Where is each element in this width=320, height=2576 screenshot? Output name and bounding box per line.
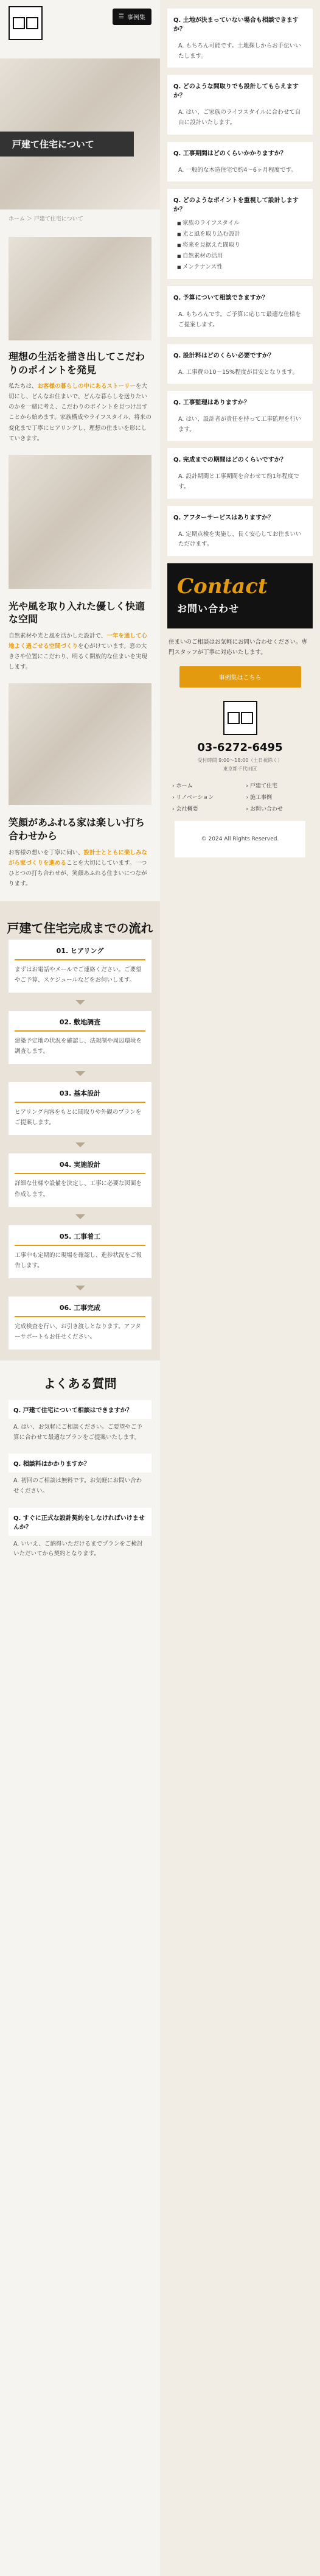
faq-question[interactable] [9, 1508, 151, 1536]
faq-question[interactable] [173, 292, 307, 306]
section-2 [0, 600, 160, 673]
faq-question-text: Q. 相談料はかかりますか？ [13, 1461, 90, 1468]
faq-item[interactable] [9, 1400, 151, 1443]
point-list [173, 218, 307, 273]
section-1 [0, 350, 160, 444]
faq-question-text: Q. 土地が決まっていない場合も相談できますか？ [173, 17, 299, 33]
flow-step-text: 完成検査を行い、お引き渡しとなります。アフターサポートもお任せください。 [15, 1323, 141, 1340]
faq-list-left [0, 1400, 160, 1560]
footer-nav-link[interactable]: › 施工事例 [246, 793, 308, 801]
faq-list-right-a [160, 9, 320, 181]
footer [160, 688, 320, 857]
flow-section [0, 901, 160, 1360]
footer-banner[interactable] [175, 821, 305, 857]
menu-icon: ☰ [119, 13, 124, 20]
company-logo[interactable] [9, 6, 43, 40]
faq-answer: A. 定期点検を実施し、長く安心してお住まいいただけます。 [178, 530, 302, 548]
footer-hours: 受付時間 9:00〜18:00（土日祝除く） [197, 758, 283, 764]
feature-image-3 [9, 683, 151, 805]
faq-item[interactable] [167, 142, 313, 182]
faq-answer: A. 工事費の10〜15%程度が目安となります。 [178, 368, 298, 376]
faq-answer: A. はい、お気軽にご相談ください。ご要望やご予算に合わせて最適なプランをご提案いたします。 [13, 1424, 142, 1441]
faq-answer: A. はい、設計者が責任を持って工事監理を行います。 [178, 416, 302, 433]
point-list-item: ■ 自然素材の活用 [177, 251, 307, 262]
faq-question[interactable] [173, 512, 307, 526]
flow-step-title: 03. 基本設計 [15, 1088, 145, 1103]
faq-question-text: Q. 設計料はどのくらい必要ですか？ [173, 352, 274, 359]
flow-step [9, 1011, 151, 1064]
faq-title: よくある質問 [43, 1376, 117, 1391]
footer-nav-link[interactable]: › 戸建て住宅 [246, 781, 308, 789]
faq-answer: A. 初回のご相談は無料です。お気軽にお問い合わせください。 [13, 1477, 142, 1494]
step-arrow-icon [75, 1000, 85, 1005]
faq-question-text: Q. アフターサービスはありますか？ [173, 514, 274, 521]
point-list-item: ■ 家族のライフスタイル [177, 218, 307, 229]
faq-question-text: Q. 工事監理はありますか？ [173, 399, 250, 407]
faq-item[interactable] [9, 1508, 151, 1560]
flow-step [9, 940, 151, 993]
faq-answer: A. 設計期間と工事期間を合わせて約1年程度です。 [178, 473, 299, 491]
menu-label: 事例集 [127, 15, 145, 21]
header [0, 0, 160, 58]
section-2-title: 光や風を取り入れた優しく快適な空間 [9, 600, 145, 625]
faq-question-text: Q. 完成までの期間はどのくらいですか？ [173, 457, 287, 464]
faq-question[interactable] [9, 1400, 151, 1419]
contact-heading-jp: お問い合わせ [177, 602, 240, 614]
flow-step [9, 1082, 151, 1135]
footer-nav-link[interactable]: › リノベーション [172, 793, 234, 801]
flow-step [9, 1153, 151, 1206]
faq-answer: A. 一般的な木造住宅で約4〜6ヶ月程度です。 [178, 166, 297, 174]
contact-heading-en: Contact [177, 574, 268, 599]
section-2-body: 自然素材や光と風を活かした設計で、一年を通して心地よく過ごせる空間づくりを心がけています。窓の大きさや位置にこだわり、明るく開放的な住まいを実現します。 [9, 632, 148, 671]
point-list-item: ■ 光と風を取り込む設計 [177, 229, 307, 240]
faq-item[interactable] [167, 448, 313, 498]
contact-text: 住まいのご相談はお気軽にお問い合わせください。専門スタッフが丁寧に対応いたします。 [169, 638, 308, 656]
flow-step-title: 02. 敷地調査 [15, 1017, 145, 1032]
section-1-title: 理想の生活を描き出してこだわりのポイントを発見 [9, 351, 145, 376]
faq-point-list [167, 189, 313, 279]
faq-question[interactable] [173, 454, 307, 468]
faq-answer: A. はい、ご家族のライフスタイルに合わせて自由に設計いたします。 [178, 109, 301, 126]
flow-step [9, 1297, 151, 1350]
case-study-button[interactable]: 事例集はこちら [179, 666, 301, 688]
faq-item[interactable] [167, 9, 313, 68]
flow-steps [0, 940, 160, 1350]
faq-item[interactable] [167, 344, 313, 384]
footer-nav-link[interactable]: › 会社概要 [172, 804, 234, 812]
faq-question[interactable] [173, 81, 307, 104]
faq-question-text: Q. 工事期間はどのくらいかかりますか？ [173, 150, 287, 157]
step-arrow-icon [75, 1071, 85, 1076]
feature-image-2 [9, 455, 151, 589]
footer-address: 東京都千代田区 [223, 765, 257, 772]
faq-question[interactable] [9, 1454, 151, 1473]
faq-question-text: Q. 予算について相談できますか？ [173, 295, 268, 302]
flow-step-text: 建築予定地の状況を確認し、法規制や周辺環境を調査します。 [15, 1038, 142, 1055]
flow-step-text: ヒアリング内容をもとに間取りや外観のプランをご提案します。 [15, 1109, 142, 1127]
feature-image-1 [9, 237, 151, 340]
flow-step-title: 06. 工事完成 [15, 1303, 145, 1317]
faq-item[interactable] [167, 391, 313, 441]
right-column [160, 0, 320, 2576]
faq-answer: A. もちろん可能です。土地探しからお手伝いいたします。 [178, 43, 301, 60]
section-1-body: 私たちは、お客様の暮らしの中にあるストーリーを大切にし、どんなお住まいで、どんな暮らしを送りたいのかを一緒に考え、こだわりのポイントを見つけ出すことから始めます。家族構成やライフスタイル、将来の変化まで丁寧にヒアリングし、理想の住まいを形にしていきます。 [9, 383, 151, 442]
point-list-item: ■ メンテナンス性 [177, 262, 307, 273]
menu-button[interactable] [113, 9, 151, 25]
faq-list-right-b [160, 286, 320, 556]
faq-question-text: Q. 戸建て住宅について相談はできますか？ [13, 1407, 133, 1414]
faq-item[interactable] [167, 286, 313, 336]
flow-step-title: 05. 工事着工 [15, 1231, 145, 1246]
footer-phone[interactable]: 03-6272-6495 [197, 741, 283, 755]
footer-copyright: © 2024 All Rights Reserved. [201, 836, 279, 843]
section-3-body: お客様の想いを丁寧に伺い、設計士とともに楽しみながら家づくりを進めることを大切にしています。一つひとつの打ち合わせが、笑顔あふれる住まいにつながります。 [9, 849, 148, 887]
hero-image [0, 58, 160, 209]
faq-item[interactable] [9, 1454, 151, 1496]
flow-step [9, 1225, 151, 1278]
step-arrow-icon [75, 1286, 85, 1290]
flow-title: 戸建て住宅完成までの流れ [7, 920, 153, 935]
faq-item[interactable] [167, 506, 313, 556]
contact-box [167, 563, 313, 628]
flow-step-title: 04. 実施設計 [15, 1160, 145, 1174]
footer-nav-link[interactable]: › お問い合わせ [246, 804, 308, 812]
footer-nav [172, 781, 308, 812]
faq-question: Q. どのようなポイントを重視して設計しますか？ [173, 197, 299, 214]
faq-answer: A. もちろんです。ご予算に応じて最適な仕様をご提案します。 [178, 311, 301, 328]
flow-step-text: まずはお電話やメールでご連絡ください。ご要望やご予算、スケジュールなどをお伺いします。 [15, 966, 142, 984]
faq-question[interactable] [173, 15, 307, 38]
faq-question-text: Q. どのような間取りでも設計してもらえますか？ [173, 83, 299, 100]
section-3 [0, 816, 160, 889]
step-arrow-icon [75, 1142, 85, 1147]
faq-item[interactable] [167, 75, 313, 134]
page-title: 戸建て住宅について [0, 132, 134, 157]
faq-question[interactable] [173, 397, 307, 411]
flow-step-text: 詳細な仕様や設備を決定し、工事に必要な図面を作成します。 [15, 1180, 142, 1198]
faq-question[interactable] [173, 350, 307, 364]
flow-step-title: 01. ヒアリング [15, 946, 145, 960]
step-arrow-icon [75, 1214, 85, 1219]
faq-answer: A. いいえ、ご納得いただけるまでプランをご検討いただいてから契約となります。 [13, 1540, 143, 1558]
faq-question[interactable] [173, 148, 307, 162]
faq-question-text: Q. すぐに正式な設計契約をしなければいけませんか？ [13, 1515, 145, 1531]
flow-step-text: 工事中も定期的に現場を確認し、進捗状況をご報告します。 [15, 1251, 142, 1269]
point-list-item: ■ 将来を見据えた間取り [177, 240, 307, 251]
section-3-title: 笑顔があふれる家は楽しい打ち合わせから [9, 817, 145, 842]
footer-nav-link[interactable]: › ホーム [172, 781, 234, 789]
footer-logo[interactable] [223, 701, 257, 735]
breadcrumb[interactable]: ホーム ＞ 戸建て住宅について [9, 216, 83, 222]
